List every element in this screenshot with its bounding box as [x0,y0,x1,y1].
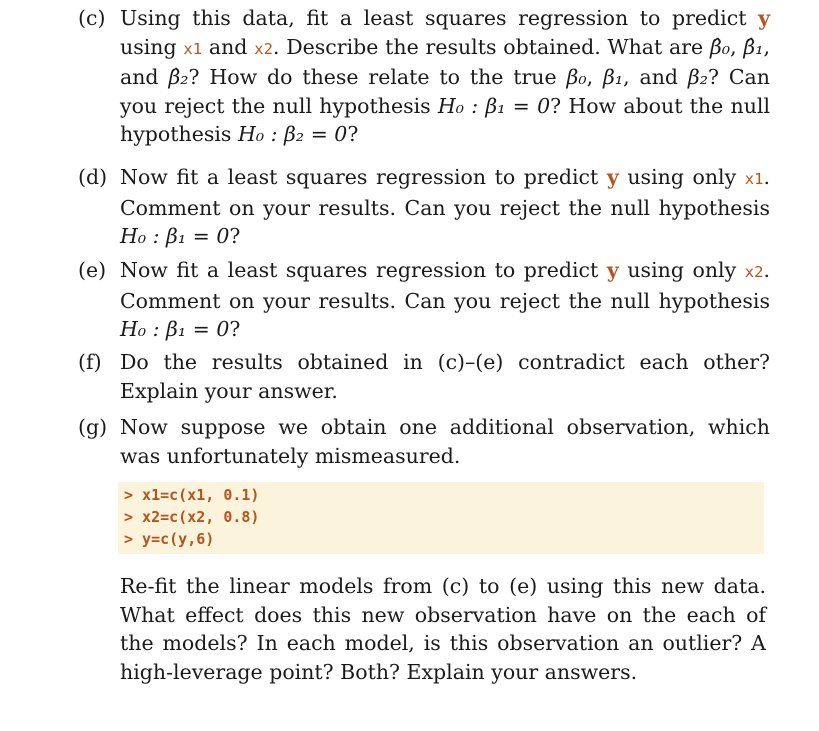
item-c-text: Using this data, fit a least squares regression to predict y using x1 and x2. Describe the results obtained. What are β̂₀, β̂₁, and β̂₂? How do these relate to the true β₀, β₁, and β₂? Can you reject the null hypothesis H₀ : β₁ = 0? How about the null hypothesis H₀ : β₂ = 0? [120,6,771,146]
item-e-text: Now fit a least squares regression to predict y using only x2. Comment on your results. Can you reject the null hypothesis H₀ : β₁ = 0? [120,258,770,341]
item-f-text: Do the results obtained in (c)–(e) contradict each other? Explain your answer. [120,350,770,403]
code-block [118,482,764,554]
item-d-text: Now fit a least squares regression to predict y using only x1. Comment on your results. Can you reject the null hypothesis H₀ : β₁ = 0? [120,165,770,248]
item-d-label: (d) [78,165,108,189]
item-f-label: (f) [78,350,102,374]
code-line: > x1=c(x1, 0.1) [124,486,260,504]
item-c-label: (c) [78,6,106,30]
final-paragraph: Re-fit the linear models from (c) to (e) using this new data. What effect does this new observation have on the each of the models? In each model, is this observation an outlier? A high-leverage point? Both? Explain your answers. [120,574,766,684]
item-g-label: (g) [78,415,108,439]
code-line: > y=c(y,6) [124,530,215,548]
code-line: > x2=c(x2, 0.8) [124,508,260,526]
item-e-label: (e) [78,258,107,282]
item-g-text: Now suppose we obtain one additional observation, which was unfortunately mismeasured. [120,415,770,468]
